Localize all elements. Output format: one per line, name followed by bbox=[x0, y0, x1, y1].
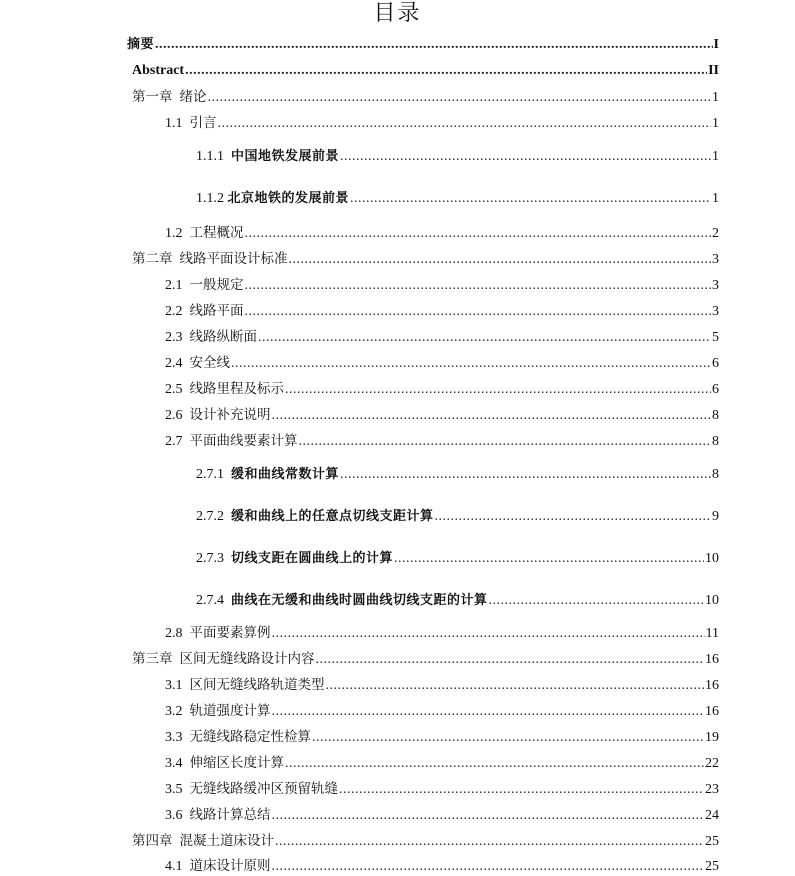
dot-leader bbox=[272, 625, 705, 643]
toc-entry-page: 16 bbox=[705, 678, 719, 693]
dot-leader bbox=[245, 277, 712, 295]
dot-leader bbox=[258, 329, 711, 347]
toc-entry-number: 2.4 bbox=[165, 356, 183, 371]
dot-leader bbox=[285, 381, 711, 399]
dot-leader bbox=[231, 355, 711, 373]
dot-leader bbox=[185, 62, 707, 80]
toc-entry-number: 2.7 bbox=[165, 434, 183, 449]
toc-entry-abstract-en[interactable] bbox=[132, 62, 719, 80]
toc-entry-text: 切线支距在圆曲线上的计算 bbox=[231, 551, 394, 566]
toc-entry-3-5[interactable] bbox=[165, 780, 719, 799]
toc-entry-4-1[interactable] bbox=[165, 857, 719, 876]
toc-entry-2-7-2[interactable] bbox=[196, 508, 719, 526]
dot-leader bbox=[489, 592, 704, 610]
toc-entry-2-8[interactable] bbox=[165, 624, 719, 643]
toc-entry-page: 19 bbox=[705, 730, 719, 745]
toc-entry-text: 线路平面设计标准 bbox=[179, 251, 288, 267]
toc-entry-text: 缓和曲线常数计算 bbox=[231, 467, 340, 482]
toc-entry-number: 2.7.2 bbox=[196, 509, 224, 524]
toc-entry-1-2[interactable] bbox=[165, 224, 719, 243]
toc-entry-text: 线路里程及标示 bbox=[189, 381, 284, 397]
toc-entry-text: 无缝线路缓冲区预留轨缝 bbox=[189, 781, 338, 797]
toc-entry-page: 11 bbox=[705, 626, 719, 641]
toc-entry-text: 平面曲线要素计算 bbox=[189, 433, 298, 449]
toc-entry-3-3[interactable] bbox=[165, 728, 719, 747]
toc-entry-3-2[interactable] bbox=[165, 702, 719, 721]
toc-entry-page: 6 bbox=[712, 356, 719, 371]
toc-entry-page: 8 bbox=[712, 408, 719, 423]
toc-entry-number: 2.1 bbox=[165, 278, 183, 293]
toc-entry-text: 曲线在无缓和曲线时圆曲线切线支距的计算 bbox=[231, 593, 488, 608]
dot-leader bbox=[340, 466, 711, 484]
dot-leader bbox=[339, 781, 704, 799]
toc-entry-page: 10 bbox=[705, 593, 719, 608]
toc-entry-3-1[interactable] bbox=[165, 676, 719, 695]
toc-entry-page: 23 bbox=[705, 782, 719, 797]
toc-entry-text: 无缝线路稳定性检算 bbox=[189, 729, 311, 745]
dot-leader bbox=[272, 407, 712, 425]
toc-entry-page: 3 bbox=[712, 278, 719, 293]
toc-entry-text: 工程概况 bbox=[189, 225, 244, 241]
toc-entry-text: 缓和曲线上的任意点切线支距计算 bbox=[231, 509, 434, 524]
dot-leader bbox=[312, 729, 704, 747]
toc-entry-number: 3.6 bbox=[165, 808, 183, 823]
toc-entry-text: 中国地铁发展前景 bbox=[231, 149, 340, 164]
toc-entry-number: 2.7.3 bbox=[196, 551, 224, 566]
toc-entry-number: 第一章 bbox=[132, 89, 173, 105]
toc-entry-text: 线路纵断面 bbox=[189, 329, 257, 345]
dot-leader bbox=[316, 651, 705, 669]
toc-entry-number: 第三章 bbox=[132, 651, 173, 667]
dot-leader bbox=[272, 858, 705, 876]
toc-entry-page: 22 bbox=[705, 756, 719, 771]
toc-entry-page: 1 bbox=[712, 90, 719, 105]
toc-entry-page: 5 bbox=[712, 330, 719, 345]
toc-entry-text: 区间无缝线路轨道类型 bbox=[189, 677, 325, 693]
toc-entry-page: 24 bbox=[705, 808, 719, 823]
toc-entry-2-1[interactable] bbox=[165, 276, 719, 295]
toc-entry-page: 3 bbox=[712, 252, 719, 267]
toc-entry-chapter-2[interactable] bbox=[132, 250, 719, 269]
toc-entry-page: 8 bbox=[712, 434, 719, 449]
toc-entry-number: 2.8 bbox=[165, 626, 183, 641]
toc-entry-page: 16 bbox=[705, 652, 719, 667]
toc-entry-number: 第二章 bbox=[132, 251, 173, 267]
dot-leader bbox=[208, 89, 712, 107]
toc-entry-page: II bbox=[708, 63, 719, 78]
dot-leader bbox=[435, 508, 711, 526]
toc-entry-abstract-cn[interactable] bbox=[127, 36, 719, 54]
toc-entry-number: 1.1 bbox=[165, 116, 183, 131]
dot-leader bbox=[245, 225, 712, 243]
toc-entry-page: 1 bbox=[712, 149, 719, 164]
toc-entry-2-3[interactable] bbox=[165, 328, 719, 347]
toc-entry-page: 25 bbox=[705, 834, 719, 849]
toc-entry-text: 区间无缝线路设计内容 bbox=[179, 651, 315, 667]
toc-entry-text: 线路平面 bbox=[189, 303, 244, 319]
toc-entry-2-5[interactable] bbox=[165, 380, 719, 399]
dot-leader bbox=[394, 550, 704, 568]
toc-entry-number: 2.6 bbox=[165, 408, 183, 423]
toc-entry-number: 3.3 bbox=[165, 730, 183, 745]
dot-leader bbox=[299, 433, 712, 451]
toc-entry-chapter-1[interactable] bbox=[132, 88, 719, 107]
toc-entry-text: 设计补充说明 bbox=[189, 407, 271, 423]
toc-entry-number: 2.7.4 bbox=[196, 593, 224, 608]
toc-entry-text: 轨道强度计算 bbox=[189, 703, 271, 719]
toc-entry-page: 25 bbox=[705, 859, 719, 874]
dot-leader bbox=[350, 190, 711, 208]
dot-leader bbox=[285, 755, 704, 773]
toc-entry-number: 2.2 bbox=[165, 304, 183, 319]
toc-entry-text: 混凝土道床设计 bbox=[179, 833, 274, 849]
dot-leader bbox=[326, 677, 705, 695]
toc-entry-text: Abstract bbox=[132, 63, 185, 78]
toc-entry-chapter-4[interactable] bbox=[132, 832, 719, 851]
toc-entry-text: 安全线 bbox=[189, 355, 230, 371]
toc-entry-page: 2 bbox=[712, 226, 719, 241]
toc-entry-page: 10 bbox=[705, 551, 719, 566]
toc-entry-number: 3.4 bbox=[165, 756, 183, 771]
toc-entry-page: 1 bbox=[712, 191, 719, 206]
toc-entry-text: 一般规定 bbox=[189, 277, 244, 293]
toc-entry-number: 3.5 bbox=[165, 782, 183, 797]
dot-leader bbox=[218, 115, 712, 133]
dot-leader bbox=[275, 833, 704, 851]
toc-entry-number: 4.1 bbox=[165, 859, 183, 874]
dot-leader bbox=[272, 703, 705, 721]
dot-leader bbox=[340, 148, 711, 166]
toc-entry-text: 绪论 bbox=[179, 89, 207, 105]
toc-entry-2-7-1[interactable] bbox=[196, 466, 719, 484]
dot-leader bbox=[155, 36, 713, 54]
toc-entry-text: 引言 bbox=[189, 115, 217, 131]
toc-entry-number: 第四章 bbox=[132, 833, 173, 849]
dot-leader bbox=[272, 807, 705, 825]
toc-entry-number: 3.2 bbox=[165, 704, 183, 719]
toc-entry-1-1[interactable] bbox=[165, 114, 719, 133]
toc-entry-page: 6 bbox=[712, 382, 719, 397]
toc-entry-page: 1 bbox=[712, 116, 719, 131]
toc-entry-3-4[interactable] bbox=[165, 754, 719, 773]
toc-entry-2-7-4[interactable] bbox=[196, 592, 719, 610]
toc-entry-number: 2.7.1 bbox=[196, 467, 224, 482]
toc-entry-number: 2.3 bbox=[165, 330, 183, 345]
toc-entry-2-6[interactable] bbox=[165, 406, 719, 425]
toc-entry-number: 1.1.2 bbox=[196, 191, 224, 206]
toc-entry-text: 伸缩区长度计算 bbox=[189, 755, 284, 771]
toc-entry-page: 3 bbox=[712, 304, 719, 319]
toc-entry-3-6[interactable] bbox=[165, 806, 719, 825]
dot-leader bbox=[289, 251, 712, 269]
toc-entry-page: 9 bbox=[712, 509, 719, 524]
toc-entry-chapter-3[interactable] bbox=[132, 650, 719, 669]
toc-entry-number: 3.1 bbox=[165, 678, 183, 693]
toc-entry-text: 摘要 bbox=[127, 37, 155, 52]
toc-entry-1-1-1[interactable] bbox=[196, 148, 719, 166]
toc-entry-page: 8 bbox=[712, 467, 719, 482]
page-title: 目录 bbox=[373, 1, 422, 26]
toc-entry-1-1-2[interactable] bbox=[196, 190, 719, 208]
toc-entry-2-7-3[interactable] bbox=[196, 550, 719, 568]
toc-entry-2-7[interactable] bbox=[165, 432, 719, 451]
toc-entry-text: 北京地铁的发展前景 bbox=[227, 191, 350, 206]
toc-entry-text: 平面要素算例 bbox=[189, 625, 271, 641]
toc-entry-2-2[interactable] bbox=[165, 302, 719, 321]
toc-entry-page: 16 bbox=[705, 704, 719, 719]
toc-entry-2-4[interactable] bbox=[165, 354, 719, 373]
toc-entry-number: 1.2 bbox=[165, 226, 183, 241]
toc-entry-text: 线路计算总结 bbox=[189, 807, 271, 823]
toc-entry-text: 道床设计原则 bbox=[189, 858, 271, 874]
toc-entry-page: I bbox=[713, 37, 719, 52]
dot-leader bbox=[245, 303, 712, 321]
toc-entry-number: 2.5 bbox=[165, 382, 183, 397]
toc-entry-number: 1.1.1 bbox=[196, 149, 224, 164]
